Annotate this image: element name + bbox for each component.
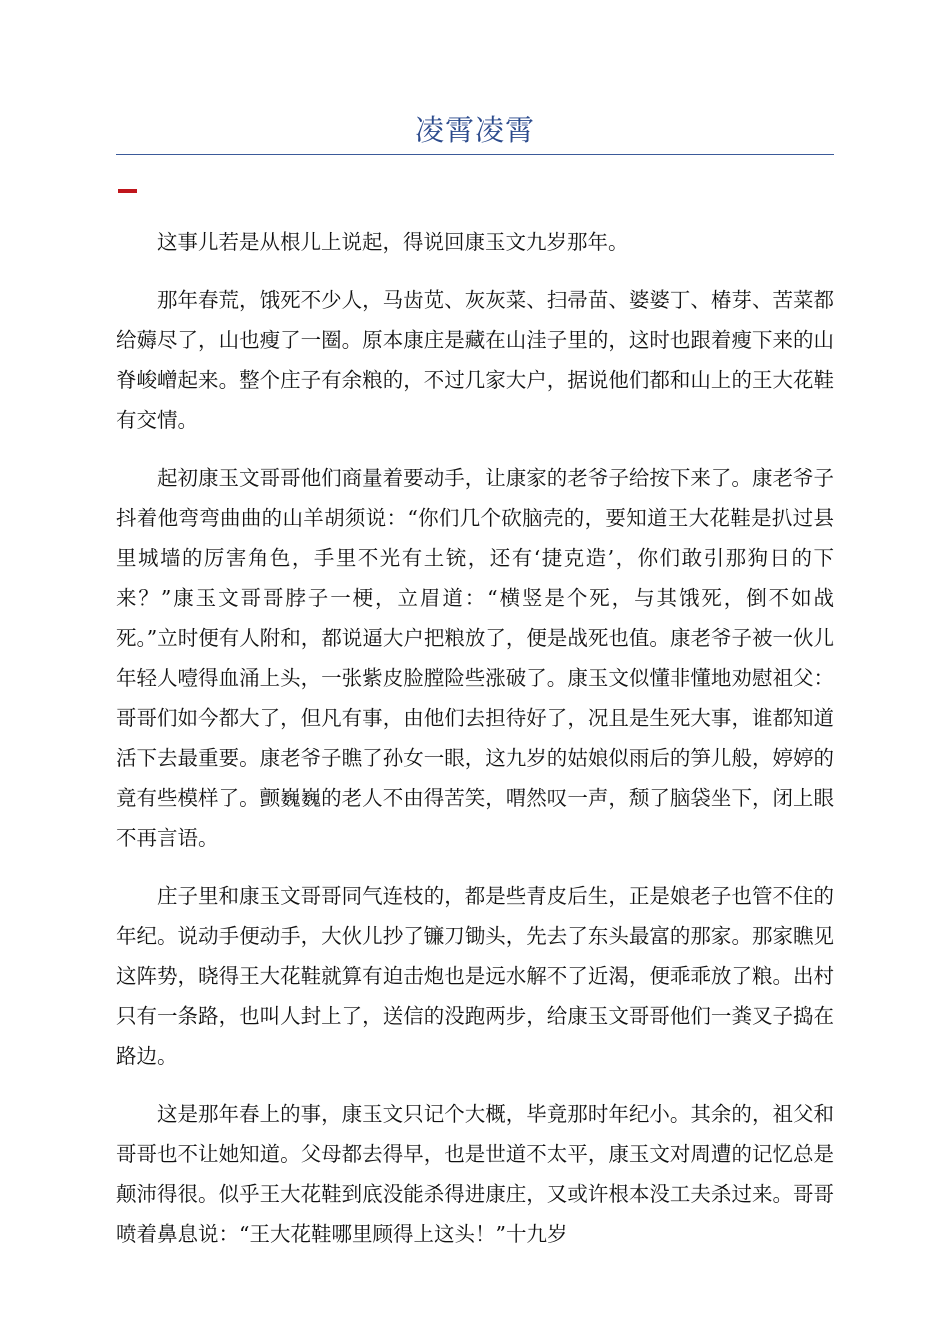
document-title: 凌霄凌霄	[414, 113, 535, 147]
paragraph-4: 庄子里和康玉文哥哥同气连枝的，都是些青皮后生，正是娘老子也管不住的年纪。说动手便动手，大伙儿抄了镰刀锄头，先去了东头最富的那家。那家瞧见这阵势，晓得王大花鞋就算有迫击炮也是远水解不了近渴，便乖乖放了粮。出村只有一条路，也叫人封上了，送信的没跑两步，给康玉文哥哥他们一粪叉子捣在路边。	[116, 884, 834, 1068]
paragraph-1: 这事儿若是从根儿上说起，得说回康玉文九岁那年。	[157, 230, 629, 254]
paragraph-5: 这是那年春上的事，康玉文只记个大概，毕竟那时年纪小。其余的，祖父和哥哥也不让她知道。父母都去得早，也是世道不太平，康玉文对周遭的记忆总是颠沛得很。似乎王大花鞋到底没能杀得进康庄，又或许根本没工夫杀过来。哥哥喷着鼻息说：“王大花鞋哪里顾得上这头！”十九岁	[116, 1102, 834, 1246]
paragraph-2: 那年春荒，饿死不少人，马齿苋、灰灰菜、扫帚苗、婆婆丁、椿芽、苦菜都给薅尽了，山也瘦了一圈。原本康庄是藏在山洼子里的，这时也跟着瘦下来的山脊峻嶒起来。整个庄子有余粮的，不过几家大户，据说他们都和山上的王大花鞋有交情。	[116, 288, 834, 432]
paragraph-3: 起初康玉文哥哥他们商量着要动手，让康家的老爷子给按下来了。康老爷子抖着他弯弯曲曲的山羊胡须说：“你们几个砍脑壳的，要知道王大花鞋是扒过县里城墙的厉害角色，手里不光有土铳，还有‘捷克造’，你们敢引那狗日的下来？”康玉文哥哥脖子一梗，立眉道：“横竖是个死，与其饿死，倒不如战死。”立时便有人附和，都说逼大户把粮放了，便是战死也值。康老爷子被一伙儿年轻人噎得血涌上头，一张紫皮脸膛险些涨破了。康玉文似懂非懂地劝慰祖父：哥哥们如今都大了，但凡有事，由他们去担待好了，况且是生死大事，谁都知道活下去最重要。康老爷子瞧了孙女一眼，这九岁的姑娘似雨后的笋儿般，婷婷的竟有些模样了。颤巍巍的老人不由得苦笑，喟然叹一声，颓了脑袋坐下，闭上眼不再言语。	[116, 466, 834, 850]
section-marker	[118, 189, 137, 193]
document-body	[116, 222, 834, 1272]
title-divider	[116, 154, 834, 155]
